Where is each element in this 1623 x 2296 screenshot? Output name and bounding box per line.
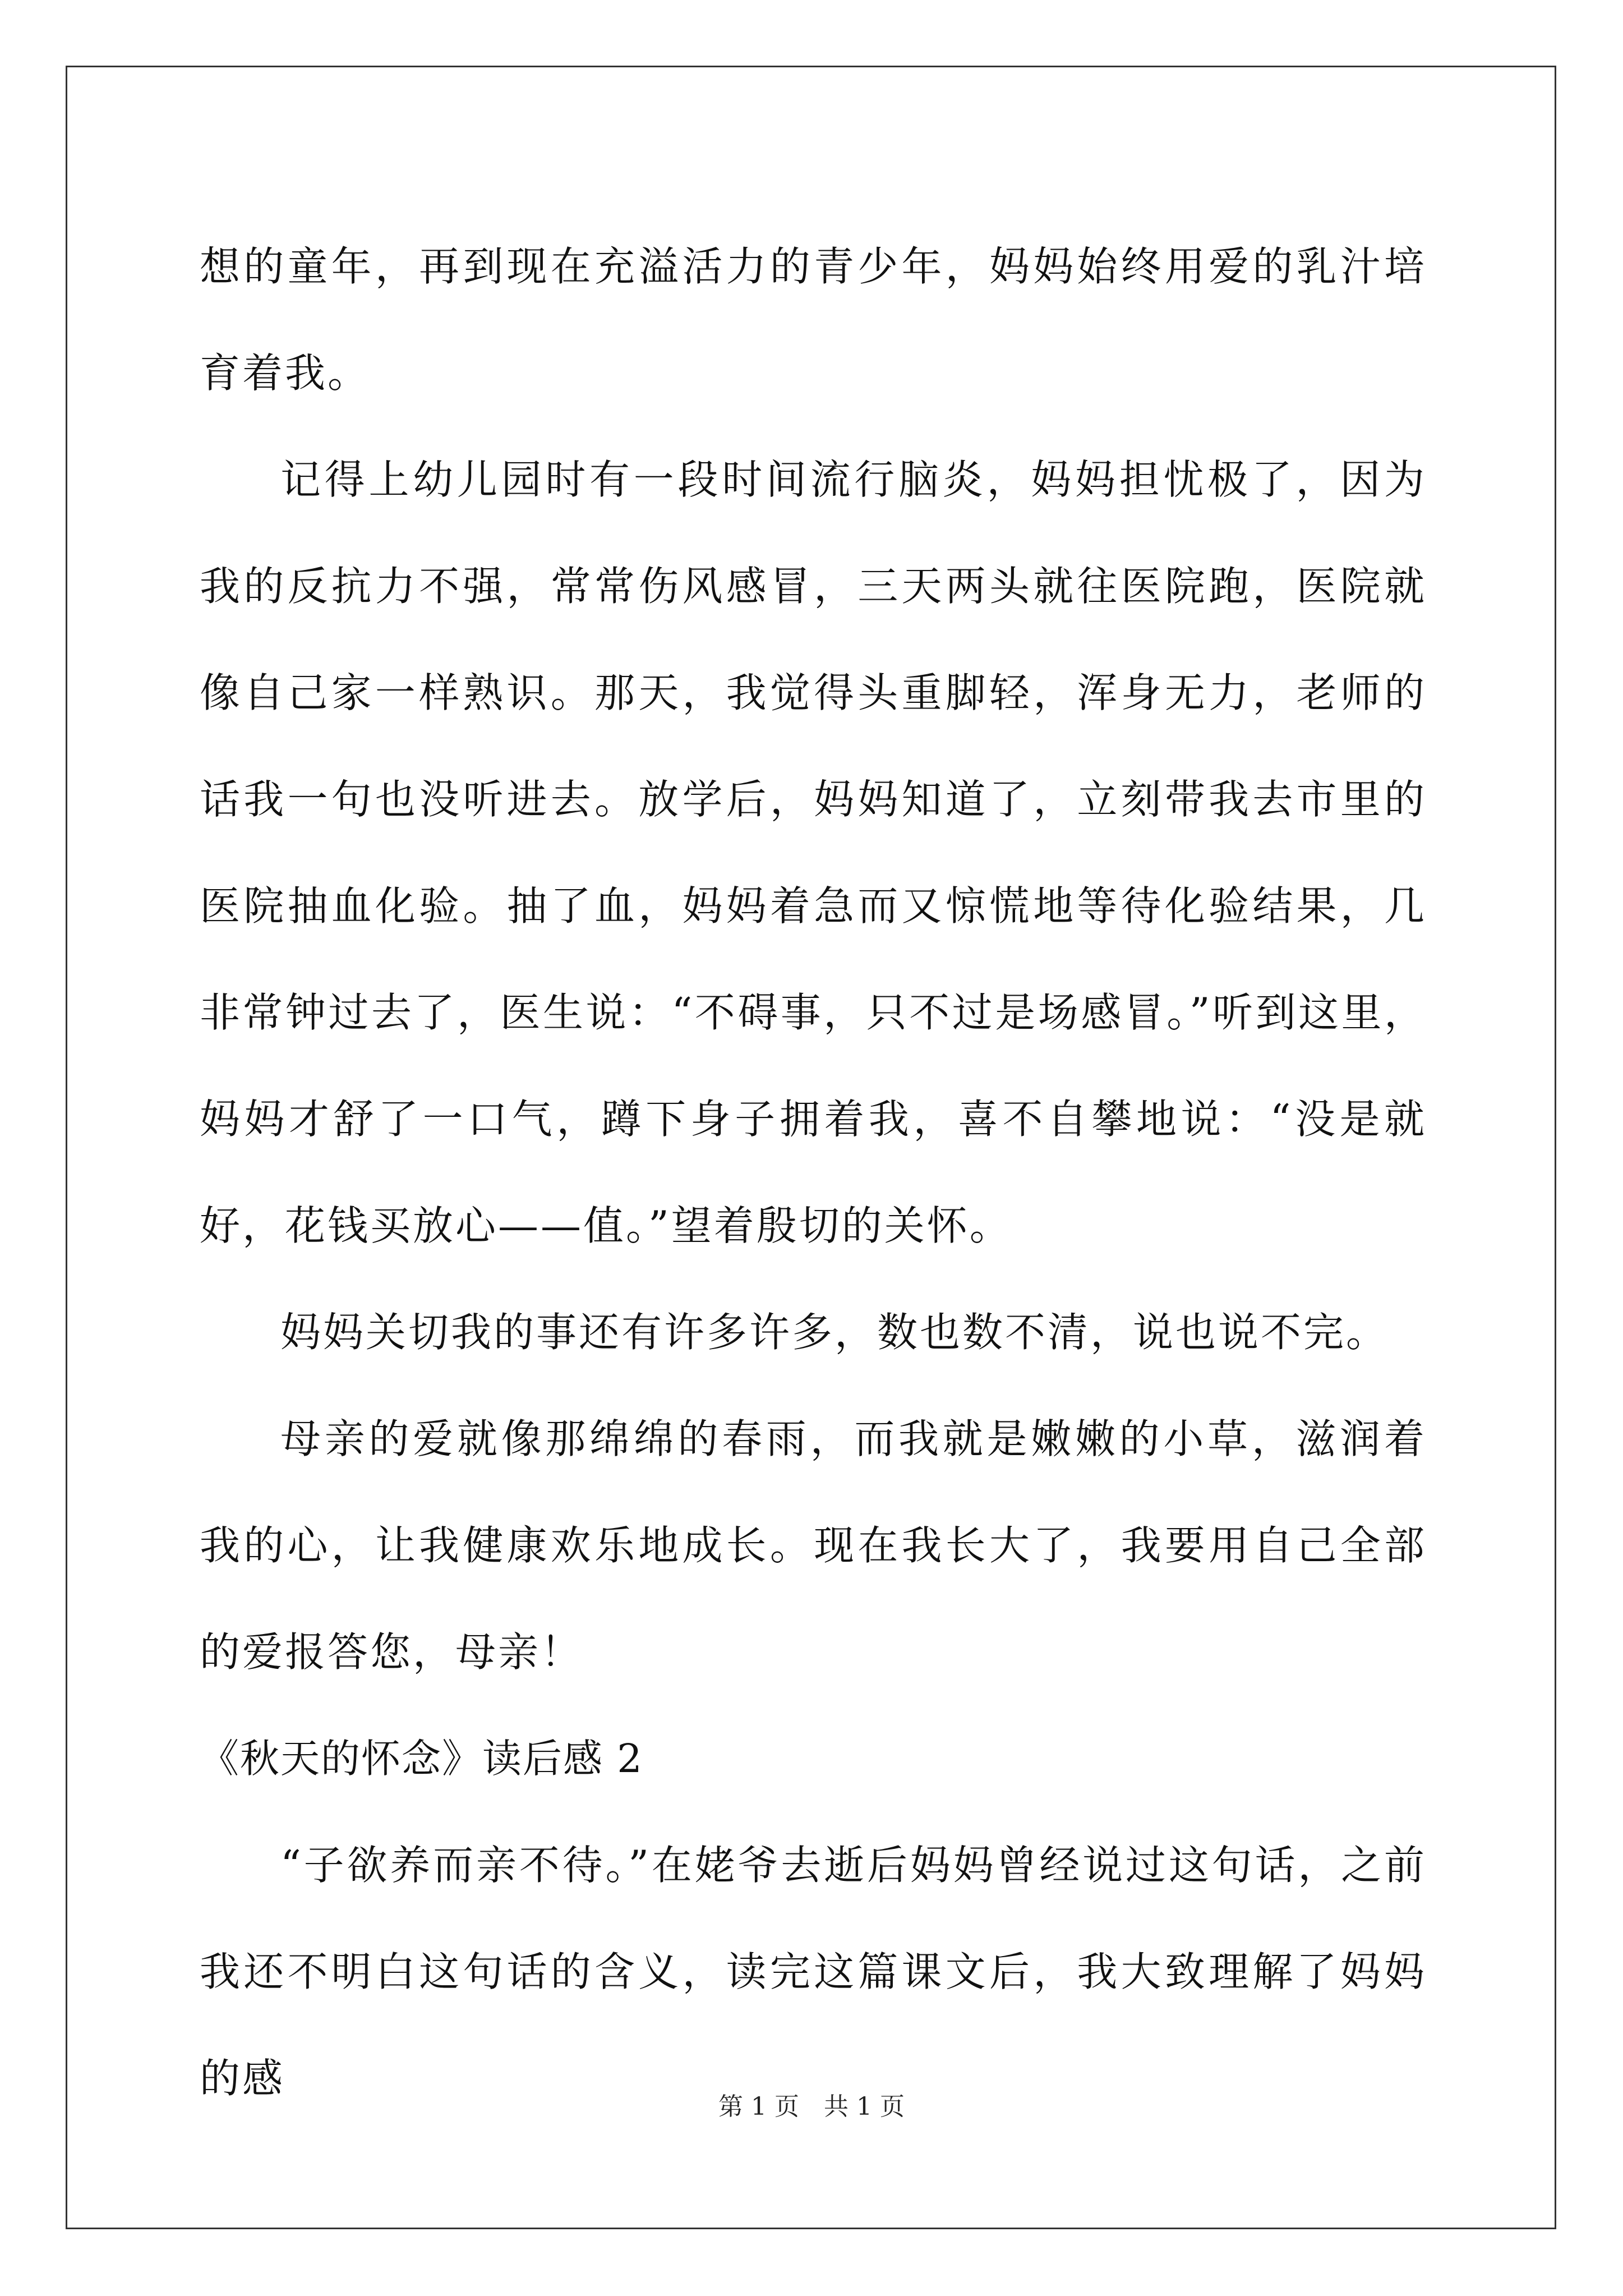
document-body (200, 213, 1427, 2132)
section-heading: 《秋天的怀念》读后感 2 (200, 1736, 643, 1782)
paragraph-2: 记得上幼儿园时有一段时间流行脑炎，妈妈担忧极了，因为我的反抗力不强，常常伤风感冒，三天两头就往医院跑，医院就像自己家一样熟识。那天，我觉得头重脚轻，浑身无力，老师的话我一句也没听进去。放学后，妈妈知道了，立刻带我去市里的医院抽血化验。抽了血，妈妈着急而又惊慌地等待化验结果，几非常钟过去了，医生说：“不碍事，只不过是场感冒。”听到这里，妈妈才舒了一口气，蹲下身子拥着我，喜不自攀地说：“没是就好，花钱买放心——值。”望着殷切的关怀。 (200, 456, 1427, 1249)
paragraph-5: “子欲养而亲不待。”在姥爷去逝后妈妈曾经说过这句话，之前我还不明白这句话的含义，读完这篇课文后，我大致理解了妈妈的感 (200, 1842, 1427, 2102)
page-footer: 第 1 页 共 1 页 (718, 2092, 905, 2121)
paragraph-4: 母亲的爱就像那绵绵的春雨，而我就是嫩嫩的小草，滋润着我的心，让我健康欢乐地成长。现在我长大了，我要用自己全部的爱报答您，母亲！ (200, 1415, 1427, 1676)
paragraph-1: 想的童年，再到现在充溢活力的青少年，妈妈始终用爱的乳汁培育着我。 (200, 243, 1427, 397)
paragraph-3: 妈妈关切我的事还有许多许多，数也数不清，说也说不完。 (280, 1309, 1389, 1356)
